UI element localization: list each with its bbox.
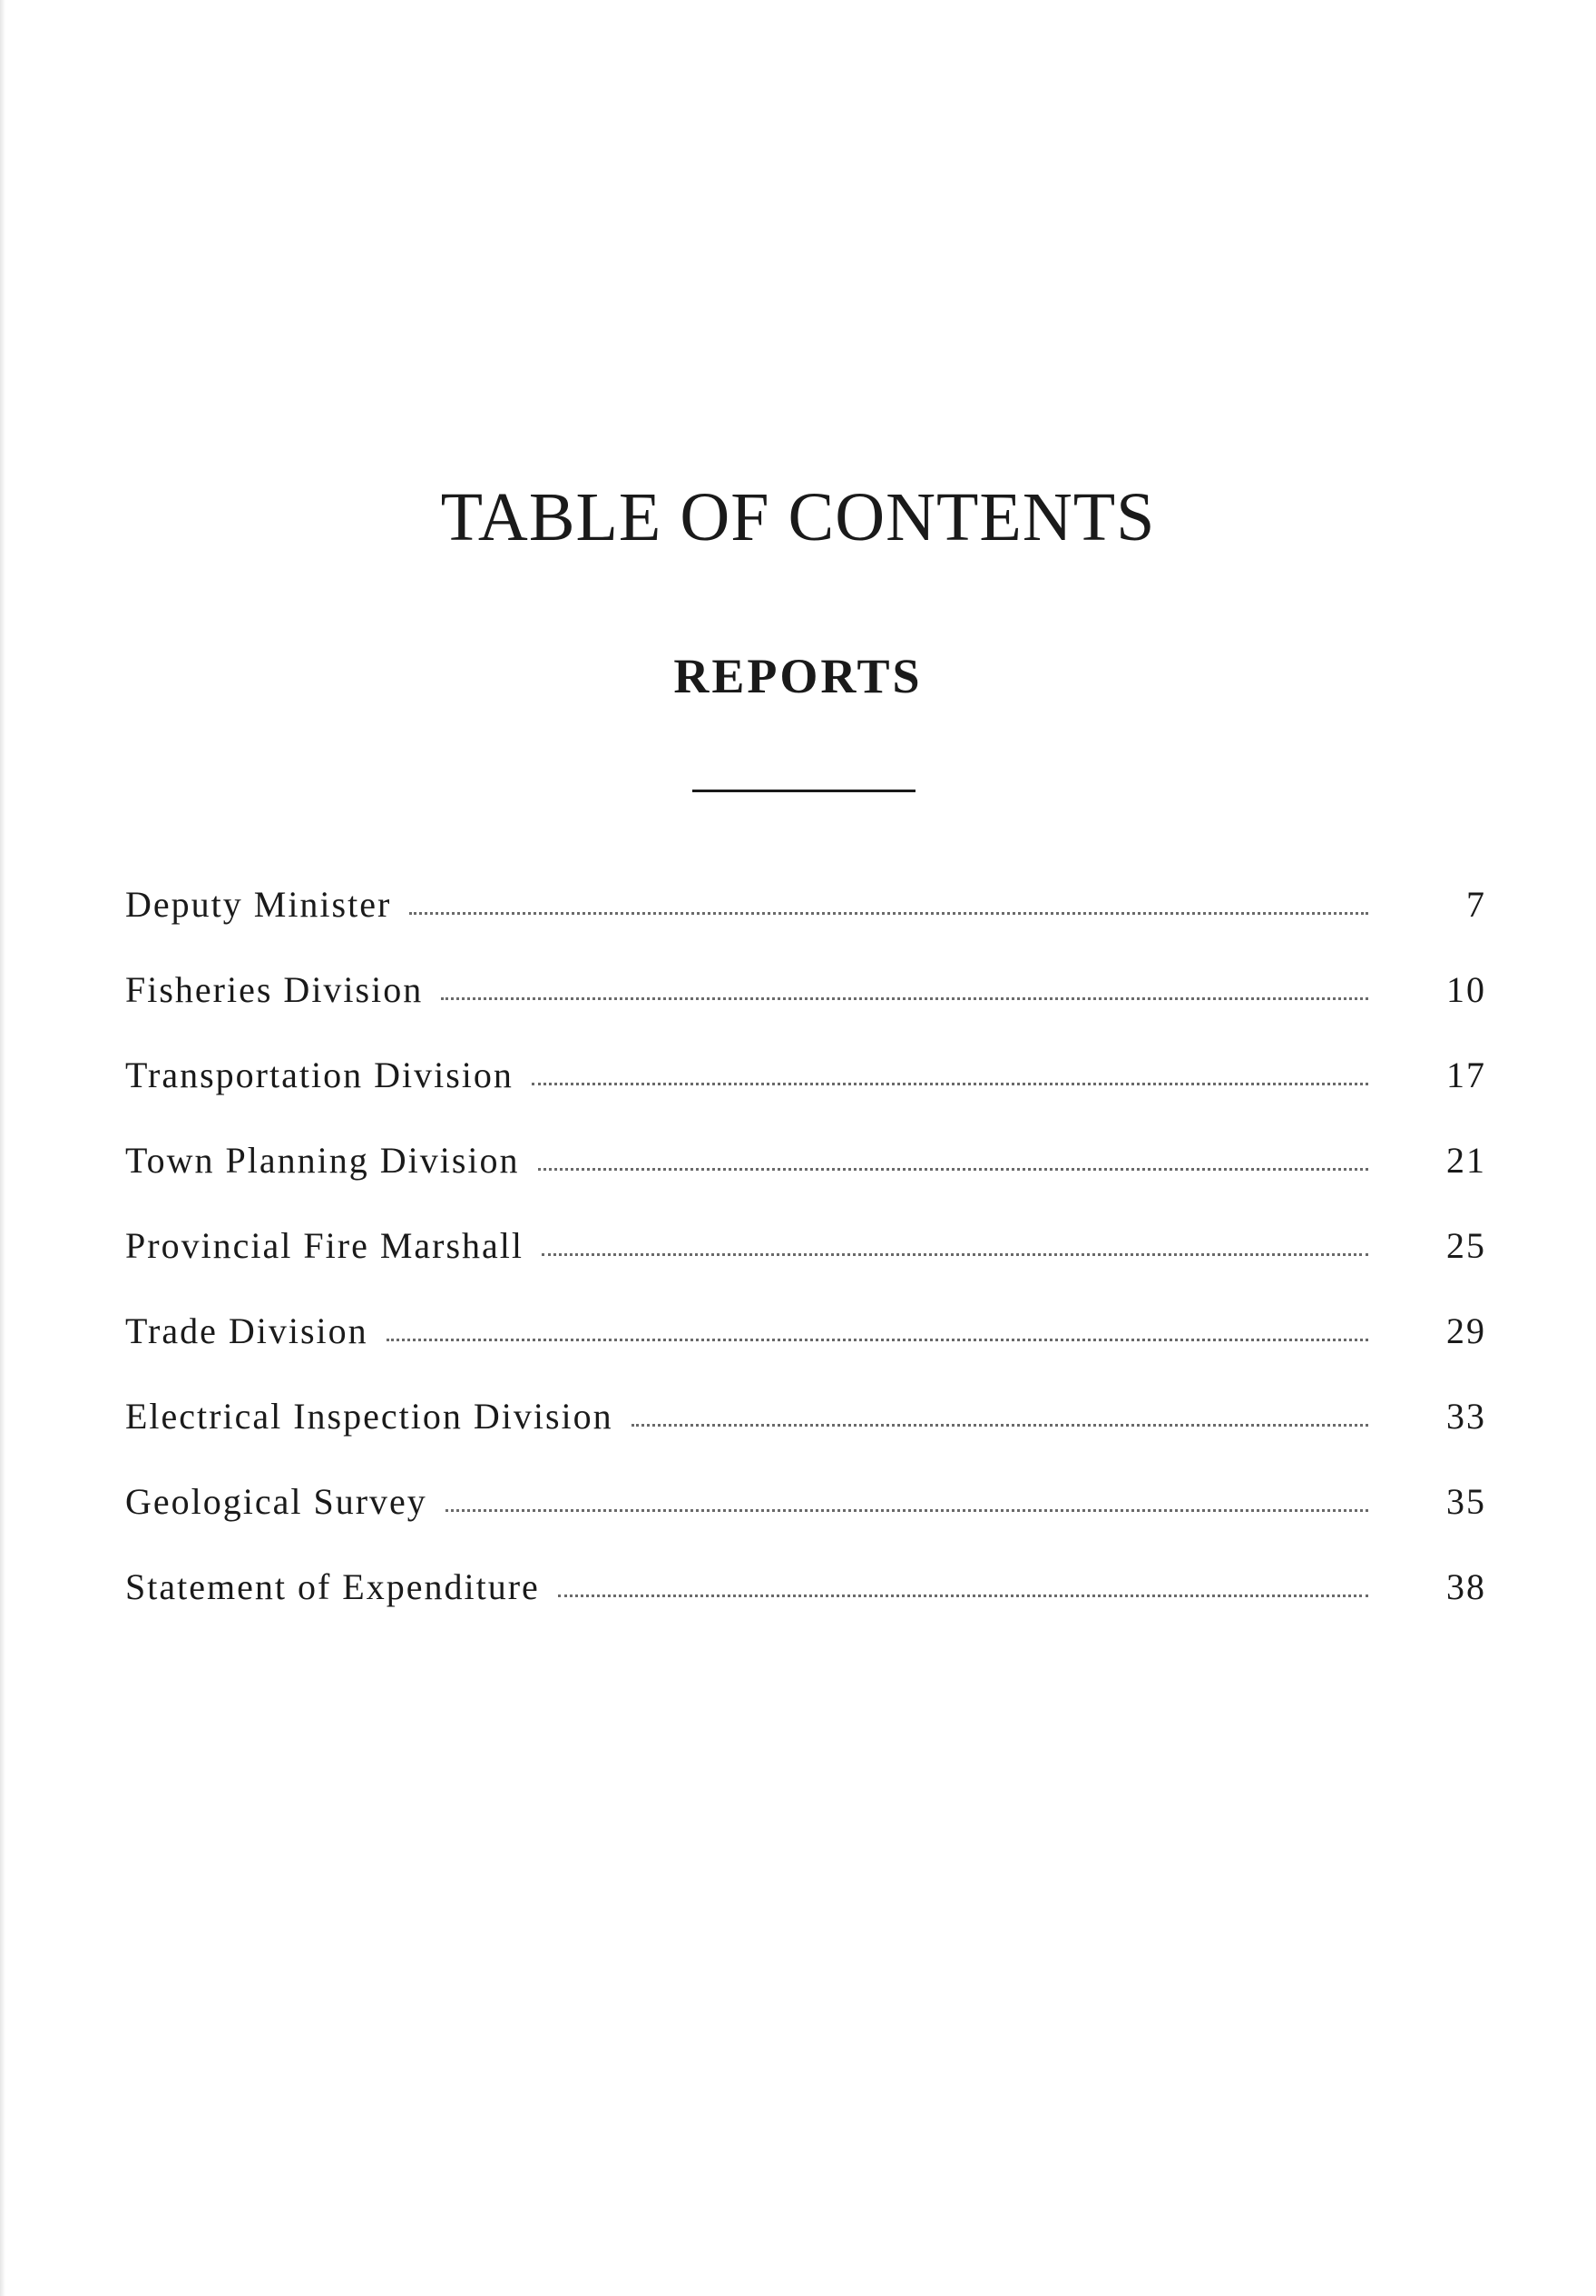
toc-entry-label: Fisheries Division bbox=[125, 969, 424, 1010]
toc-entry-page: 25 bbox=[1446, 1225, 1486, 1266]
toc-entry bbox=[125, 862, 1486, 947]
page-title: TABLE OF CONTENTS bbox=[440, 479, 1156, 555]
toc-entry-page: 7 bbox=[1466, 884, 1486, 925]
toc-entry-page: 29 bbox=[1446, 1310, 1486, 1351]
toc-dot-leader bbox=[387, 1339, 1368, 1341]
toc-entry bbox=[125, 947, 1486, 1033]
table-of-contents bbox=[125, 862, 1486, 1630]
toc-entry-label: Statement of Expenditure bbox=[125, 1566, 540, 1607]
toc-dot-leader bbox=[446, 1509, 1368, 1512]
toc-dot-leader bbox=[441, 997, 1368, 1000]
toc-dot-leader bbox=[558, 1594, 1368, 1597]
toc-entry-page: 10 bbox=[1446, 969, 1486, 1010]
toc-entry bbox=[125, 1118, 1486, 1203]
section-subtitle: REPORTS bbox=[673, 649, 923, 703]
toc-dot-leader bbox=[632, 1424, 1368, 1427]
toc-entry-label: Deputy Minister bbox=[125, 884, 392, 925]
toc-entry-page: 33 bbox=[1446, 1396, 1486, 1437]
toc-entry-label: Electrical Inspection Division bbox=[125, 1396, 613, 1437]
toc-dot-leader bbox=[532, 1083, 1368, 1085]
toc-entry-label: Provincial Fire Marshall bbox=[125, 1225, 524, 1266]
toc-entry-label: Geological Survey bbox=[125, 1481, 427, 1522]
toc-dot-leader bbox=[409, 912, 1368, 915]
toc-entry bbox=[125, 1203, 1486, 1289]
toc-entry-page: 38 bbox=[1446, 1566, 1486, 1607]
page-edge-shadow bbox=[0, 0, 5, 2296]
heading-divider bbox=[692, 790, 915, 792]
toc-dot-leader bbox=[542, 1253, 1368, 1256]
toc-entry-page: 21 bbox=[1446, 1140, 1486, 1181]
toc-entry bbox=[125, 1374, 1486, 1459]
toc-entry bbox=[125, 1289, 1486, 1374]
toc-entry bbox=[125, 1459, 1486, 1545]
toc-entry-page: 17 bbox=[1446, 1055, 1486, 1095]
toc-entry-label: Trade Division bbox=[125, 1310, 368, 1351]
toc-entry bbox=[125, 1545, 1486, 1630]
toc-entry-label: Transportation Division bbox=[125, 1055, 514, 1095]
toc-entry-page: 35 bbox=[1446, 1481, 1486, 1522]
toc-dot-leader bbox=[538, 1168, 1368, 1171]
toc-entry bbox=[125, 1033, 1486, 1118]
toc-entry-label: Town Planning Division bbox=[125, 1140, 520, 1181]
